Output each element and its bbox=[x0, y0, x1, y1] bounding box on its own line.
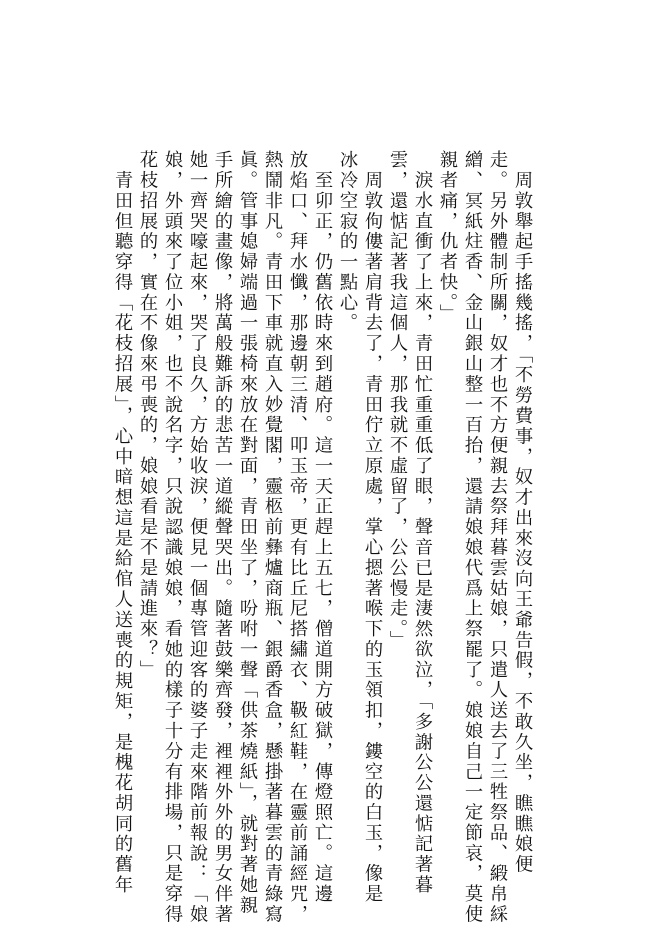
text-column-16: 花枝招展的，實在不像來弔喪的，娘娘看是不是請進來？」 bbox=[137, 150, 158, 681]
text-column-3: 繒、冥紙炷香、金山銀山整一百抬，還請娘娘代爲上祭罷了。娘娘自己一定節哀，莫使 bbox=[462, 150, 483, 925]
text-column-8: 冰冷空寂的一點心。 bbox=[337, 150, 358, 334]
text-column-7: 周敦佝僂著肩背去了，青田佇立原處，掌心摁著喉下的玉領扣，鏤空的白玉，像是 bbox=[362, 150, 383, 905]
text-column-2: 走。另外體制所關，奴才也不方便親去祭拜暮雲姑娘，只遣人送去了三牲祭品、緞帛綵 bbox=[487, 150, 508, 925]
text-column-17: 青田但聽穿得「花枝招展」，心中暗想這是給倌人送喪的規矩，是槐花胡同的舊年 bbox=[112, 150, 133, 896]
text-column-6: 雲，還惦記著我這個人，那我就不虛留了，公公慢走。」 bbox=[387, 150, 408, 651]
text-column-4: 親者痛，仇者快。」 bbox=[437, 150, 458, 325]
text-column-11: 熱鬧非凡。青田下車就直入妙覺閣，靈柩前彝爐商瓶、銀爵香盒，懸掛著暮雲的青綠寫 bbox=[262, 150, 283, 925]
text-column-12: 眞。管事媳婦端過一張椅來放在對面，青田坐了，吩咐一聲「供茶燒紙」，就對著她親 bbox=[237, 150, 258, 916]
text-column-13: 手所繪的畫像，將萬般難訴的悲苦一道縱聲哭出。隨著鼓樂齊發，裡裡外外的男女伴著 bbox=[212, 150, 233, 925]
text-column-10: 放焰口、拜水懺，那邊朝三清、叩玉帝，更有比丘尼搭繡衣、靸紅鞋，在靈前誦經咒， bbox=[287, 150, 308, 925]
text-column-15: 娘，外頭來了位小姐，也不說名字，只說認識娘娘，看她的樣子十分有排場，只是穿得 bbox=[162, 150, 183, 925]
text-column-5: 淚水直衝了上來，青田忙重重低了眼，聲音已是淒然欲泣，「多謝公公還惦記著暮 bbox=[412, 150, 433, 896]
text-column-1: 周敦舉起手搖幾搖，「不勞費事，奴才出來沒向王爺告假，不敢久坐，瞧瞧娘便 bbox=[512, 150, 533, 875]
text-column-14: 她一齊哭嚎起來，哭了良久，方始收淚，便見一個專管迎客的婆子走來階前報說：「娘 bbox=[187, 150, 208, 925]
text-column-9: 至卯正，仍舊依時來到趙府。這一天正趕上五七，僧道開方破獄，傳燈照亡。這邊 bbox=[312, 150, 333, 905]
